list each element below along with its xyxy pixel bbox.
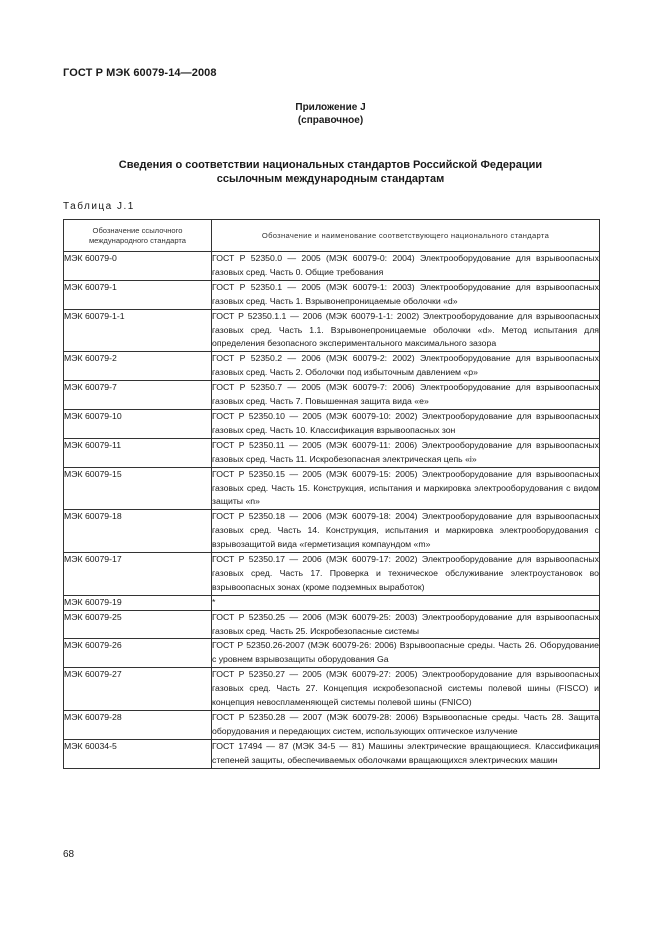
table-row (64, 510, 600, 553)
international-standard-cell: МЭК 60079-19 (64, 595, 212, 610)
international-standard-cell: МЭК 60079-26 (64, 639, 212, 668)
document-id: ГОСТ Р МЭК 60079-14—2008 (63, 67, 217, 79)
national-standard-cell: ГОСТ Р 52350.18 — 2006 (МЭК 60079-18: 2004) Электрооборудование для взрывоопасных газовых сред. Часть 14. Конструкция, испытания и маркировка электрооборудования с взрывозащитой вида «герметизация компаундом «m» (212, 510, 600, 553)
national-standard-cell: ГОСТ Р 52350.26-2007 (МЭК 60079-26: 2006) Взрывоопасные среды. Часть 26. Оборудование с уровнем взрывозащиты оборудования Ga (212, 639, 600, 668)
table-caption: Таблица J.1 (63, 201, 135, 212)
table-row (64, 352, 600, 381)
national-standard-cell: ГОСТ Р 52350.7 — 2005 (МЭК 60079-7: 2006) Электрооборудование для взрывоопасных газовых сред. Часть 7. Повышенная защита вида «е» (212, 381, 600, 410)
table-row (64, 739, 600, 768)
header-national-standard: Обозначение и наименование соответствующего национального стандарта (212, 220, 600, 252)
international-standard-cell: МЭК 60079-17 (64, 553, 212, 596)
national-standard-cell: ГОСТ Р 52350.1.1 — 2006 (МЭК 60079-1-1: 2002) Электрооборудование для взрывоопасных газовых сред. Часть 1.1. Взрывонепроницаемые оболочки «d». Метод испытания для определения безопасного экспериментального максимального зазора (212, 309, 600, 352)
national-standard-cell: ГОСТ Р 52350.27 — 2005 (МЭК 60079-27: 2005) Электрооборудование для взрывоопасных газовых сред. Часть 27. Концепция искробезопасной системы полевой шины (FISCO) и концепция невоспламеняющей системы полевой шины (FNICO) (212, 668, 600, 711)
appendix-title: Приложение J (295, 102, 366, 113)
international-standard-cell: МЭК 60079-7 (64, 381, 212, 410)
international-standard-cell: МЭК 60079-18 (64, 510, 212, 553)
table-row (64, 668, 600, 711)
international-standard-cell: МЭК 60079-1 (64, 280, 212, 309)
table-row (64, 381, 600, 410)
table-row (64, 595, 600, 610)
national-standard-cell: ГОСТ Р 52350.2 — 2006 (МЭК 60079-2: 2002) Электрооборудование для взрывоопасных газовых сред. Часть 2. Оболочки под избыточным давлением «р» (212, 352, 600, 381)
table-row (64, 252, 600, 281)
header-international-standard: Обозначение ссылочного международного стандарта (64, 220, 212, 252)
national-standard-cell: ГОСТ Р 52350.28 — 2007 (МЭК 60079-28: 2006) Взрывоопасные среды. Часть 28. Защита оборудования и передающих систем, использующих оптическое излучение (212, 711, 600, 740)
page-number: 68 (63, 849, 75, 860)
international-standard-cell: МЭК 60079-25 (64, 610, 212, 639)
section-title-line-1: Сведения о соответствии национальных стандартов Российской Федерации (118, 159, 543, 171)
section-title (0, 158, 661, 186)
table-row (64, 553, 600, 596)
section-title-line-2: ссылочным международным стандартам (216, 173, 445, 185)
international-standard-cell: МЭК 60034-5 (64, 739, 212, 768)
international-standard-cell: МЭК 60079-0 (64, 252, 212, 281)
international-standard-cell: МЭК 60079-15 (64, 467, 212, 510)
national-standard-cell: ГОСТ Р 52350.15 — 2005 (МЭК 60079-15: 2005) Электрооборудование для взрывоопасных газовых сред. Часть 15. Конструкция, испытания и маркировка электрооборудования с видом защиты «n» (212, 467, 600, 510)
table-row (64, 639, 600, 668)
international-standard-cell: МЭК 60079-27 (64, 668, 212, 711)
table-row (64, 280, 600, 309)
table-row (64, 711, 600, 740)
national-standard-cell: * (212, 595, 600, 610)
appendix-heading (0, 101, 661, 127)
national-standard-cell: ГОСТ Р 52350.1 — 2005 (МЭК 60079-1: 2003) Электрооборудование для взрывоопасных газовых сред. Часть 1. Взрывонепроницаемые оболочки «d» (212, 280, 600, 309)
correspondence-table (63, 219, 600, 769)
international-standard-cell: МЭК 60079-11 (64, 438, 212, 467)
international-standard-cell: МЭК 60079-2 (64, 352, 212, 381)
table-row (64, 409, 600, 438)
international-standard-cell: МЭК 60079-28 (64, 711, 212, 740)
national-standard-cell: ГОСТ Р 52350.11 — 2005 (МЭК 60079-11: 2006) Электрооборудование для взрывоопасных газовых сред. Часть 11. Искробезопасная электрическая цепь «i» (212, 438, 600, 467)
national-standard-cell: ГОСТ 17494 — 87 (МЭК 34-5 — 81) Машины электрические вращающиеся. Классификация степеней защиты, обеспечиваемых оболочками вращающихся электрических машин (212, 739, 600, 768)
table-row (64, 438, 600, 467)
national-standard-cell: ГОСТ Р 52350.17 — 2006 (МЭК 60079-17: 2002) Электрооборудование для взрывоопасных газовых сред. Часть 17. Проверка и техническое обслуживание электроустановок во взрывоопасных зонах (кроме подземных выработок) (212, 553, 600, 596)
table-row (64, 610, 600, 639)
international-standard-cell: МЭК 60079-10 (64, 409, 212, 438)
international-standard-cell: МЭК 60079-1-1 (64, 309, 212, 352)
table-row (64, 467, 600, 510)
appendix-subtitle: (справочное) (297, 115, 364, 126)
table-header-row (64, 220, 600, 252)
national-standard-cell: ГОСТ Р 52350.0 — 2005 (МЭК 60079-0: 2004) Электрооборудование для взрывоопасных газовых сред. Часть 0. Общие требования (212, 252, 600, 281)
national-standard-cell: ГОСТ Р 52350.10 — 2005 (МЭК 60079-10: 2002) Электрооборудование для взрывоопасных газовых сред. Часть 10. Классификация взрывоопасных зон (212, 409, 600, 438)
table-row (64, 309, 600, 352)
national-standard-cell: ГОСТ Р 52350.25 — 2006 (МЭК 60079-25: 2003) Электрооборудование для взрывоопасных газовых сред. Часть 25. Искробезопасные системы (212, 610, 600, 639)
